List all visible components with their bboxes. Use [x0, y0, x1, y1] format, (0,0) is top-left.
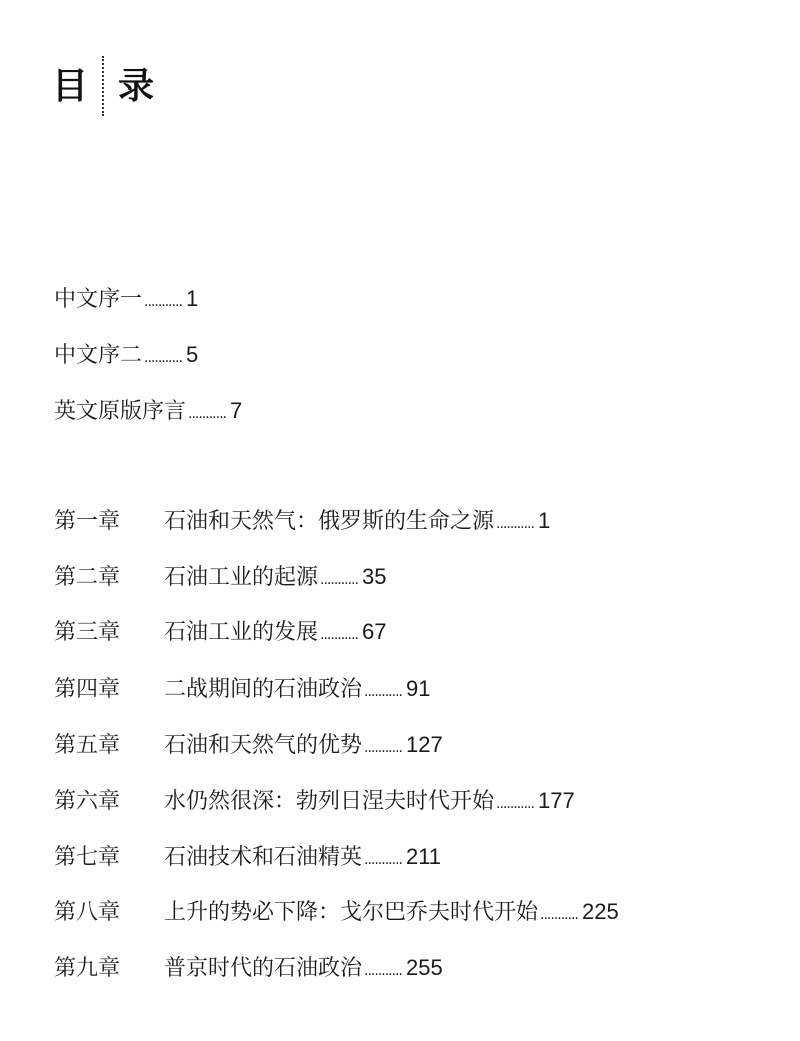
- dot-leader: ...........: [540, 907, 578, 923]
- chapter-number: 第六章: [54, 789, 121, 814]
- chapter-title: 石油技术和石油精英: [164, 845, 363, 870]
- entry-page-number: 1: [185, 286, 199, 311]
- toc-entry-chapter-2[interactable]: [54, 562, 386, 595]
- entry-title: 中文序二: [54, 343, 143, 368]
- chapter-title: 石油和天然气：俄罗斯的生命之源: [164, 509, 495, 534]
- toc-entry-chapter-6[interactable]: [54, 786, 575, 819]
- dot-leader: ...........: [364, 684, 402, 700]
- dot-leader: ...........: [320, 627, 358, 643]
- entry-page-number: 67: [361, 619, 387, 644]
- chapter-number: 第一章: [54, 509, 121, 534]
- dot-leader: ...........: [364, 740, 402, 756]
- entry-page-number: 5: [185, 342, 199, 367]
- chapter-number: 第四章: [54, 677, 121, 702]
- toc-entry-chapter-8[interactable]: [54, 897, 619, 930]
- entry-page-number: 35: [361, 564, 387, 589]
- chapter-title: 石油工业的起源: [164, 565, 319, 590]
- dot-leader: ...........: [144, 350, 182, 366]
- heading-dotted-separator: [102, 56, 104, 116]
- heading-char-lu: 录: [118, 65, 155, 107]
- dot-leader: ...........: [364, 852, 402, 868]
- dot-leader: ...........: [320, 572, 358, 588]
- toc-entry-front-2[interactable]: [54, 340, 198, 373]
- toc-entry-chapter-9[interactable]: [54, 953, 443, 986]
- chapter-number: 第七章: [54, 845, 121, 870]
- toc-heading: [52, 58, 154, 114]
- entry-page-number: 177: [537, 788, 575, 813]
- chapter-title: 二战期间的石油政治: [164, 677, 363, 702]
- chapter-title: 石油和天然气的优势: [164, 733, 363, 758]
- chapter-title: 水仍然很深：勃列日涅夫时代开始: [164, 789, 495, 814]
- heading-char-mu: 目: [52, 65, 89, 107]
- chapter-number: 第九章: [54, 956, 121, 981]
- chapter-title: 石油工业的发展: [164, 620, 319, 645]
- entry-page-number: 7: [229, 398, 243, 423]
- toc-entry-chapter-3[interactable]: [54, 617, 386, 650]
- chapter-title: 上升的势必下降：戈尔巴乔夫时代开始: [164, 900, 539, 925]
- entry-page-number: 211: [405, 844, 442, 869]
- toc-entry-front-3[interactable]: [54, 396, 242, 429]
- entry-title: 中文序一: [54, 287, 143, 312]
- dot-leader: ...........: [364, 963, 402, 979]
- chapter-number: 第二章: [54, 565, 121, 590]
- entry-page-number: 127: [405, 732, 443, 757]
- toc-entry-chapter-1[interactable]: [54, 506, 550, 539]
- chapter-number: 第五章: [54, 733, 121, 758]
- toc-entry-front-1[interactable]: [54, 284, 198, 317]
- dot-leader: ...........: [496, 516, 534, 532]
- dot-leader: ...........: [188, 406, 226, 422]
- chapter-title: 普京时代的石油政治: [164, 956, 363, 981]
- entry-page-number: 225: [581, 899, 619, 924]
- entry-page-number: 255: [405, 955, 443, 980]
- dot-leader: ...........: [496, 796, 534, 812]
- entry-page-number: 91: [405, 676, 431, 701]
- dot-leader: ...........: [144, 294, 182, 310]
- toc-entry-chapter-7[interactable]: [54, 842, 441, 875]
- chapter-number: 第三章: [54, 620, 121, 645]
- toc-entry-chapter-4[interactable]: [54, 674, 430, 707]
- toc-entry-chapter-5[interactable]: [54, 730, 443, 763]
- entry-page-number: 1: [537, 508, 551, 533]
- chapter-number: 第八章: [54, 900, 121, 925]
- entry-title: 英文原版序言: [54, 399, 187, 424]
